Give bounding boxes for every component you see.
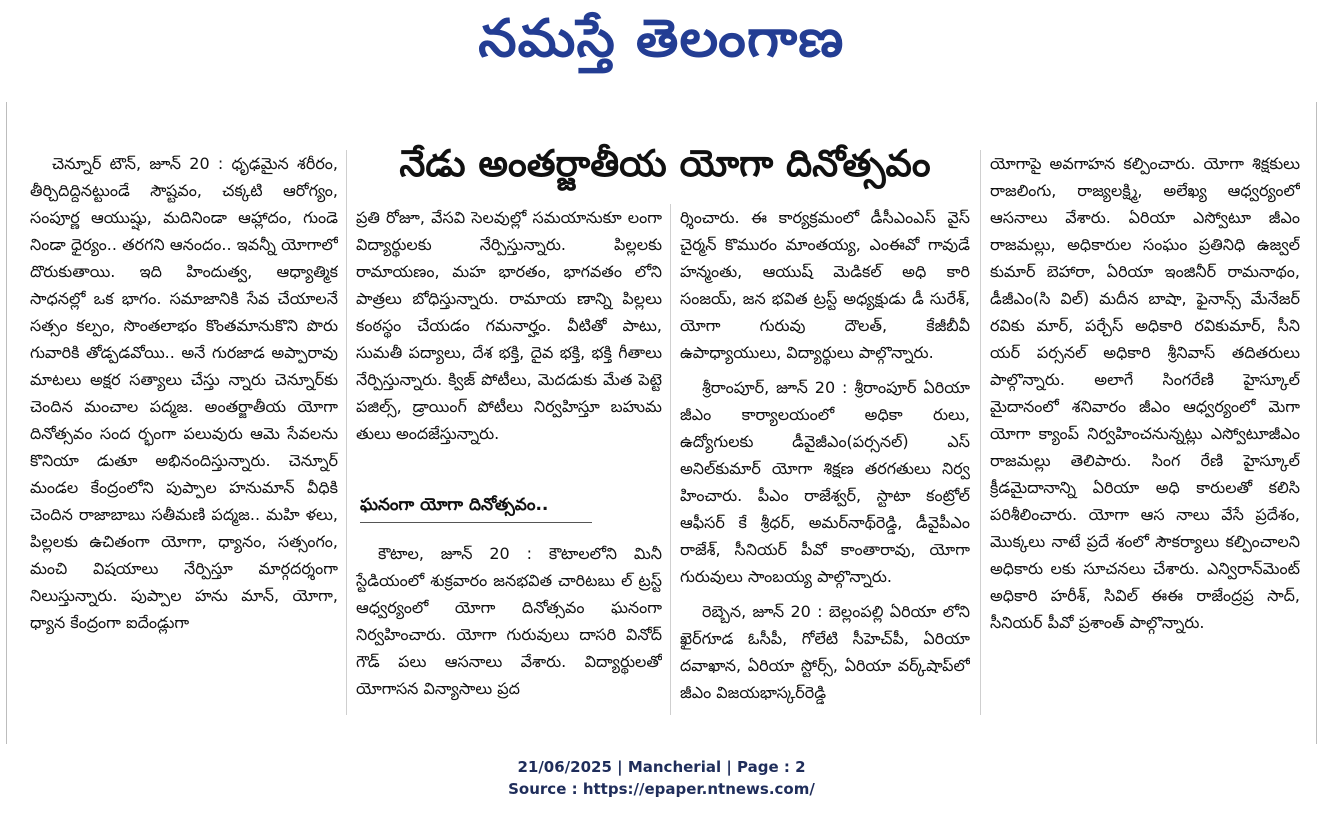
column-divider: [670, 204, 671, 715]
column-divider: [980, 150, 981, 715]
masthead-title: నమస్తే తెలంగాణ: [478, 9, 845, 69]
footer-source: Source : https://epaper.ntnews.com/: [508, 780, 815, 798]
article-paragraph: చెన్నూర్ టౌన్, జూన్ 20 : ధృఢమైన శరీరం, తీర్చిదిద్దినట్టుండే సౌష్టవం, చక్కటి ఆరోగ్యం, సంపూర్ణ ఆయుష్షు, మదినిండా ఆహ్లాదం, గుండె నిండా ధైర్యం.. తరగని ఆనందం.. ఇవన్నీ యోగాలో దొరుకుతాయి. ఇది హిందుత్వ, ఆధ్యాత్మిక సాధనల్లో ఒక భాగం. సమాజానికి సేవ చేయాలనే సత్సం కల్పం, సొంతలాభం కొంతమానుకొని పొరు గువారికి తోడ్పడవోయి.. అనే గురజాడ అప్పారావు మాటలు అక్షర సత్యాలు చేస్తు న్నారు చెన్నూర్‌కు చెందిన మంచాల పద్మజ. అంతర్జాతీయ యోగా దినోత్సవం సంద ర్భంగా పలువురు ఆమె సేవలను కొనియా డుతూ అభినందిస్తున్నారు. చెన్నూర్ మండల కేంద్రంలోని పుప్పాల హనుమాన్ వీధికి చెందిన రాజాబాబు సతీమణి పద్మజ.. మహి ళలు, పిల్లలకు ఉచితంగా యోగా, ధ్యానం, సత్సంగం, మంచి విషయాలు నేర్పిస్తూ మార్గదర్శంగా నిలుస్తున్నారు. పుప్పాల హను మాన్, యోగా, ధ్యాన కేంద్రంగా ఐదేండ్లుగా: [30, 154, 338, 632]
article-paragraph: కౌటాల, జూన్ 20 : కౌటాలలోని మినీ స్టేడియంలో శుక్రవారం జనభవిత చారిటబు ల్ ట్రస్ట్ ఆధ్వర్యంలో యోగా దినోత్సవం ఘనంగా నిర్వహించారు. యోగా గురువులు దాసరి వినోద్ గౌడ్ పలు ఆసనాలు వేశారు. విద్యార్థులతో యోగాసన విన్యాసాలు ప్రద: [356, 544, 662, 698]
subheading-underline: [360, 522, 592, 523]
article-column-4: [990, 150, 1300, 710]
article-headline: నేడు అంతర్జాతీయ యోగా దినోత్సవం: [399, 142, 931, 185]
article-column-1: [30, 150, 338, 710]
masthead-logo: [0, 4, 1323, 78]
article-subheading: ఘనంగా యోగా దినోత్సవం..: [360, 495, 549, 515]
article-paragraph: రెబ్బెన, జూన్ 20 : బెల్లంపల్లి ఏరియా లోని ఖైర్‌గూడ ఓసీపీ, గోలేటి సీహెచ్‌పీ, ఏరియా దవాఖాన, ఏరియా స్టోర్స్, ఏరియా వర్క్‌షాప్‌లో జీఎం విజయభాస్కర్‌రెడ్డి: [680, 602, 970, 702]
article-paragraph: ర్శించారు. ఈ కార్యక్రమంలో డీసీఎంఎస్ వైస్ చైర్మన్ కొమురం మాంతయ్య, ఎంఈవో గావుడే హన్మంతు, ఆయుష్ మెడికల్ అధి కారి సంజయ్, జన భవిత ట్రస్ట్ అధ్యక్షుడు డీ సురేశ్, యోగా గురువు దౌలత్, కేజీబీవీ ఉపాధ్యాయులు, విద్యార్థులు పాల్గొన్నారు.: [680, 208, 970, 362]
article-column-3: [680, 204, 970, 714]
page-border-right: [1316, 102, 1317, 744]
article-paragraph: యోగాపై అవగాహన కల్పించారు. యోగా శిక్షకులు రాజలింగు, రాజ్యలక్ష్మి, అలేఖ్య ఆధ్వర్యంలో ఆసనాలు వేశారు. ఏరియా ఎస్వోటూ జీఎం రాజమల్లు, అధికారుల సంఘం ప్రతినిధి ఉజ్వల్ కుమార్ బెహారా, ఏరియా ఇంజినీర్ రామనాథం, డీజీఎం(సి విల్) మదీన బాషా, ఫైనాన్స్ మేనేజర్ రవికు మార్, పర్చేస్ అధికారి రవికుమార్, సీని యర్ పర్సనల్ అధికారి శ్రీనివాస్ తదితరులు పాల్గొన్నారు. అలాగే సింగరేణి హైస్కూల్ మైదానంలో శనివారం జీఎం ఆధ్వర్యంలో మెగా యోగా క్యాంప్ నిర్వహించనున్నట్లు ఎస్వోటూజీఎం రాజమల్లు తెలిపారు. సింగ రేణి హైస్కూల్ క్రీడమైదానాన్ని ఏరియా అధి కారులతో కలిసి పరిశీలించారు. యోగా ఆస నాలు వేసే ప్రదేశం, మొక్కలు నాటే ప్రదే శంలో సౌకర్యాలు కల్పించాలని అధికారు లకు సూచనలు చేశారు. ఎన్విరాన్‌మెంట్ అధికారి హరీశ్, సివిల్ ఈఈ రాజేంద్రప్ర సాద్, సీనియర్ పీవో ప్రశాంత్ పాల్గొన్నారు.: [990, 154, 1300, 632]
column-divider: [346, 150, 347, 715]
article-paragraph: ప్రతి రోజూ, వేసవి సెలవుల్లో సమయానుకూ లంగా విద్యార్థులకు నేర్పిస్తున్నారు. పిల్లలకు రామాయణం, మహ భారతం, భాగవతం లోని పాత్రలు బోధిస్తున్నారు. రామాయ ణాన్ని పిల్లలు కంఠస్థం చేయడం గమనార్హం. వీటితో పాటు, సుమతీ పద్యాలు, దేశ భక్తి, దైవ భక్తి, భక్తి గీతాలు నేర్పిస్తున్నారు. క్విజ్ పోటీలు, మెదడుకు మేత పెట్టె పజిల్స్, డ్రాయింగ్ పోటీలు నిర్వహిస్తూ బహుమ తులు అందజేస్తున్నారు.: [356, 208, 662, 443]
footer-edition-info: 21/06/2025 | Mancherial | Page : 2: [517, 758, 806, 776]
page-border-left: [6, 102, 7, 744]
article-paragraph: శ్రీరాంపూర్, జూన్ 20 : శ్రీరాంపూర్ ఏరియా జీఎం కార్యాలయంలో అధికా రులు, ఉద్యోగులకు డీవైజీఎం(పర్సనల్) ఎస్ అనిల్‌కుమార్ యోగా శిక్షణ తరగతులు నిర్వ హించారు. పీఎం రాజేశ్వర్, స్టాటా కంట్రోల్ ఆఫీసర్ కే శ్రీధర్, అమర్‌నాథ్‌రెడ్డి, డీవైపీఎం రాజేశ్, సీనియర్ పీవో కాంతారావు, యోగా గురువులు సాంబయ్య పాల్గొన్నారు.: [680, 378, 970, 586]
article-column-2-continued: [356, 540, 662, 715]
